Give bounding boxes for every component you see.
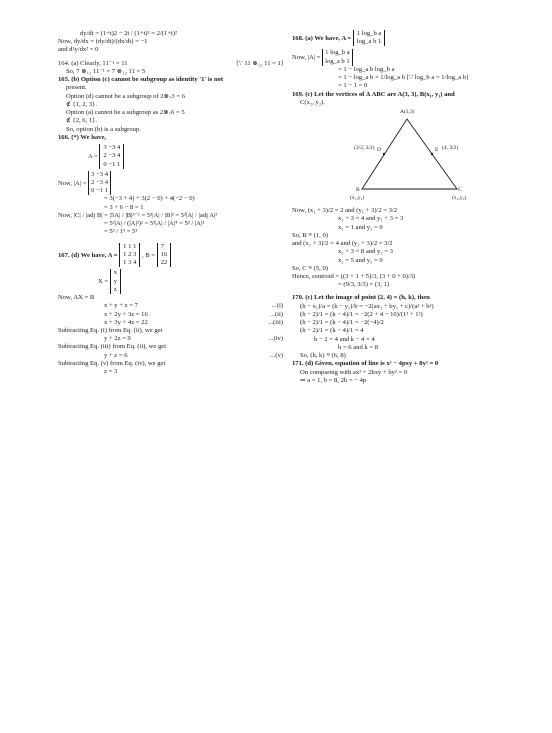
solution-line — [292, 240, 522, 248]
line-text: and d²y/dx² = 0 — [58, 46, 99, 54]
matrix-row: 0 −1 1 — [91, 187, 109, 195]
matrix-row: 3 −3 4 — [103, 144, 121, 152]
matrix-a-166 — [58, 144, 283, 169]
solution-line — [58, 84, 283, 92]
solution-line — [58, 352, 283, 360]
line-text: x₂ = 5 and y₂ = 0 — [338, 256, 383, 264]
solutions-163-166 — [58, 30, 283, 142]
line-text: = 5³ / 1³ = 5³ — [104, 228, 138, 236]
line-text: 171. (d) Given, equation of line is x² − 4pxy + 8y² = 0 — [292, 360, 439, 368]
matrix-row: 3 −3 4 — [91, 170, 109, 178]
matrix-row: 1 3 4 — [123, 259, 137, 267]
line-text: (h − 2)/1 = (k − 4)/1 = 4 — [300, 327, 364, 335]
q168-label: 168. (a) We have, A = — [292, 34, 352, 42]
equation-tag: ...(iv) — [268, 335, 283, 343]
solution-line — [58, 195, 283, 203]
solution-line — [58, 101, 283, 109]
solution-line — [58, 46, 283, 54]
line-text: = 3(−3 + 4) + 3(2 − 0) + 4(−2 − 0) — [104, 195, 195, 203]
line-text: 165. (b) Option (c) cannot be subgroup as identity '1' is not — [58, 76, 224, 84]
solution-line — [58, 93, 283, 101]
matrix-row: 7 — [160, 242, 165, 250]
line-text: 164. (a) Clearly, 11⁻¹ = 11 — [58, 59, 128, 67]
line-text: (h − x₁)/a = (k − y₁)/b = −2(ax₁ + by₁ + c)/(a² + b²) — [300, 302, 434, 310]
matrix-row: 0 −1 1 — [103, 160, 121, 168]
line-text: = 5³|A| / (|A|²)² = 5³|A| / |A|⁴ = 5³ / |A|³ — [104, 220, 205, 228]
matrix-row: log_a b 1 — [325, 57, 350, 65]
line-text: x₂ + 3 = 8 and y₂ = 3 — [338, 248, 393, 256]
solution-line — [58, 30, 283, 38]
solution-line — [292, 232, 522, 240]
line-text: x + 3y + 4z = 22 — [104, 318, 148, 326]
line-text: and (x₂ + 3)/2 = 4 and (y₂ + 3)/2 = 3/2 — [292, 240, 393, 248]
b-label: , B = — [142, 251, 156, 259]
line-text: Now, (x₁ + 3)/2 = 2 and (y₁ + 3)/2 = 3/2 — [292, 207, 398, 215]
det-a-168 — [322, 49, 353, 65]
line-text: = 3 + 6 − 8 = 1 — [104, 203, 144, 211]
solution-line — [292, 369, 522, 377]
point-d-label: D — [377, 147, 381, 154]
det-168 — [292, 49, 522, 65]
triangle-diagram — [292, 107, 522, 207]
line-text: x + 2y + 3z = 16 — [104, 310, 148, 318]
solution-line — [58, 311, 283, 319]
solution-line — [292, 273, 522, 281]
solution-line — [292, 257, 522, 265]
solution-line — [58, 117, 283, 125]
line-text: h − 2 = 4 and k − 4 = 4 — [314, 335, 375, 343]
line-text: Subtracting Eq. (v) from Eq. (iv), we get — [58, 359, 166, 367]
line-text: Option (d) cannot be a subgroup of 2⊗₇3 = 6 — [66, 92, 186, 100]
solution-line — [292, 360, 522, 368]
solution-line — [58, 368, 283, 376]
solution-line — [58, 335, 283, 343]
solution-line — [292, 224, 522, 232]
solution-line — [292, 99, 522, 107]
vertex-b-coords: (x₁,y₁) — [350, 195, 365, 202]
line-text: So, C ≡ (5, 0) — [292, 264, 328, 272]
matrix-x — [110, 269, 121, 294]
matrix-row: z — [113, 285, 117, 293]
line-text: z = 3 — [104, 368, 118, 376]
det-a-label: Now, |A| = — [58, 179, 87, 187]
solution-line — [58, 126, 283, 134]
solution-line — [292, 344, 522, 352]
solution-line — [58, 327, 283, 335]
matrix-a-label: A = — [88, 152, 98, 160]
solution-167-continued — [58, 294, 283, 376]
line-text: = 1 − 1 = 0 — [338, 82, 368, 90]
matrix-row: 1 log_b a — [325, 49, 350, 57]
line-text: ⇒ a = 1, b = 8, 2h = − 4p — [300, 376, 367, 384]
solution-line — [292, 281, 522, 289]
point-e-label: E — [435, 147, 439, 154]
matrix-a — [99, 144, 124, 169]
solution-line — [58, 302, 283, 310]
matrix-a-167 — [119, 243, 140, 268]
matrix-168 — [292, 30, 522, 46]
vertex-a-label: A(3,3) — [400, 109, 415, 116]
solution-line — [292, 82, 522, 90]
solution-166-continued — [58, 195, 283, 236]
solution-line — [58, 212, 283, 220]
left-column — [58, 30, 283, 376]
solution-line — [58, 360, 283, 368]
line-text: On comparing with ax² + 2hxy + by² = 0 — [300, 368, 408, 376]
x-label: X = — [98, 278, 109, 286]
line-text: Option (a) cannot be a subgroup as 2⊗₇6 = 5 — [66, 109, 185, 117]
equation-tag: ...(v) — [270, 351, 283, 359]
solution-line — [292, 303, 522, 311]
matrix-row: 2 −3 4 — [103, 152, 121, 160]
line-text: y + 2z = 9 — [104, 335, 131, 343]
point-e-coords: (4, 3/2) — [442, 145, 459, 152]
line-text: x₁ + 3 = 4 and y₁ + 3 = 3 — [338, 215, 404, 223]
matrix-row: x — [113, 269, 118, 277]
equation-tag: ...(i) — [271, 302, 283, 310]
solution-line — [292, 327, 522, 335]
solution-line — [58, 220, 283, 228]
solution-line — [58, 76, 283, 84]
matrix-b-167 — [157, 243, 172, 268]
solution-line — [58, 228, 283, 236]
line-text: Subtracting Eq. (i) from Eq. (ii), we get — [58, 326, 163, 334]
line-text: ∉ {1, 2, 3}. — [66, 100, 97, 108]
line-text: ∉ {2, 6, 1}. — [66, 117, 97, 125]
line-text: 170. (c) Let the image of point (2, 4) = (h, k), then — [292, 294, 430, 302]
solution-line — [58, 319, 283, 327]
matrix-row: 1 log_b a — [356, 30, 382, 37]
line-text: Now, dy/dx = (dy/dt)/(dx/dt) = −1 — [58, 38, 148, 46]
vertex-b-label: B — [356, 187, 360, 194]
solution-line — [58, 204, 283, 212]
point-d-coords: (3/2, 3/2) — [354, 145, 375, 152]
line-text: So, (h, k) ≡ (6, 8) — [300, 352, 346, 360]
line-text: = (9/3, 3/3) = (3, 1) — [338, 281, 390, 289]
solution-line — [58, 38, 283, 46]
now-label: Now, |A| = — [292, 54, 321, 62]
equation-tag: ...(ii) — [269, 310, 283, 318]
line-text: So, 7 ⊗₁₂ 11⁻¹ = 7 ⊗₁₂ 11 = 5 — [66, 67, 146, 75]
line-text: y + z = 6 — [104, 351, 128, 359]
matrix-row: 1 2 3 — [123, 250, 137, 258]
matrix-row: log_a b 1 — [356, 38, 382, 46]
solution-line — [292, 66, 522, 74]
line-text: x₁ = 1 and y₁ = 0 — [338, 223, 383, 231]
matrix-row: 2 −3 4 — [91, 178, 109, 186]
solution-line — [292, 336, 522, 344]
triangle-figure — [292, 107, 522, 207]
vertex-c-label: C — [458, 187, 462, 194]
solution-line — [292, 319, 522, 327]
solution-line — [292, 377, 522, 385]
solution-line — [292, 215, 522, 223]
line-text: So, option (b) is a subgroup. — [66, 125, 141, 133]
solution-line — [292, 294, 522, 302]
line-text: Subtracting Eq. (iii) from Eq. (ii), we get — [58, 343, 167, 351]
line-text: = 1 − log_a b × 1/log_a b [∵ log_b a = 1/log_a b] — [338, 74, 469, 82]
line-text: (h − 2)/1 = (k − 4)/1 = −2(−4)/2 — [300, 319, 384, 327]
equation-tag: ...(iii) — [268, 318, 283, 326]
solution-line — [58, 343, 283, 351]
solution-line — [292, 207, 522, 215]
solution-169-171 — [292, 207, 522, 385]
solution-line — [58, 60, 283, 68]
line-text: = 1 − log_a b log_b a — [338, 65, 395, 73]
solution-line — [58, 109, 283, 117]
line-text: x + y + z = 7 — [104, 302, 138, 310]
matrix-row: 22 — [160, 259, 168, 267]
solution-line — [58, 68, 283, 76]
line-text: h = 6 and k = 8 — [338, 343, 379, 351]
line-text: dy/dt = (1+t)2 − 2t / (1+t)² = 2/(1+t)² — [80, 30, 177, 37]
equation-tag: [∵ 11 ⊗₁₂ 11 = 1] — [236, 59, 283, 67]
solution-line — [292, 265, 522, 273]
det-a — [88, 171, 111, 196]
line-text: 166. (*) We have, — [58, 133, 107, 141]
matrix-a-168 — [353, 30, 386, 46]
matrix-x-167 — [58, 269, 283, 294]
matrix-row: 16 — [160, 250, 168, 258]
matrix-row: 1 1 1 — [123, 242, 137, 250]
line-text: Hence, centroid = ((3 + 1 + 5)/3, (3 + 0 + 0)/3) — [292, 272, 416, 280]
line-text: Now, |C| / |adj B| = |5A| / |B|³⁻¹ = 5³|A| / |B|² = 5³|A| / |adj A|² — [58, 211, 218, 219]
line-text: So, B ≡ (1, 0) — [292, 231, 328, 239]
solution-line — [292, 248, 522, 256]
solution-168-169 — [292, 66, 522, 107]
line-text: 169. (c) Let the vertices of Δ ABC are A(3, 3), B(x₁, y₁) and — [292, 90, 455, 98]
solution-line — [292, 74, 522, 82]
right-column — [292, 30, 522, 385]
solution-line — [292, 91, 522, 99]
vertex-c-coords: (x₂,y₂) — [452, 195, 467, 202]
matrices-167 — [58, 243, 283, 268]
solution-line — [58, 294, 283, 302]
solution-line — [58, 134, 283, 142]
line-text: C(x₂, y₂). — [300, 98, 325, 106]
solution-line — [292, 352, 522, 360]
solution-line — [292, 311, 522, 319]
line-text: present. — [66, 84, 87, 92]
matrix-row: y — [113, 277, 118, 285]
q167-label: 167. (d) We have, A = — [58, 251, 118, 259]
det-a-166 — [58, 171, 283, 196]
line-text: (h − 2)/1 = (k − 4)/1 = −2(2 + 4 − 10)/(1² + 1²) — [300, 310, 423, 318]
line-text: Now, AX = B — [58, 294, 95, 302]
